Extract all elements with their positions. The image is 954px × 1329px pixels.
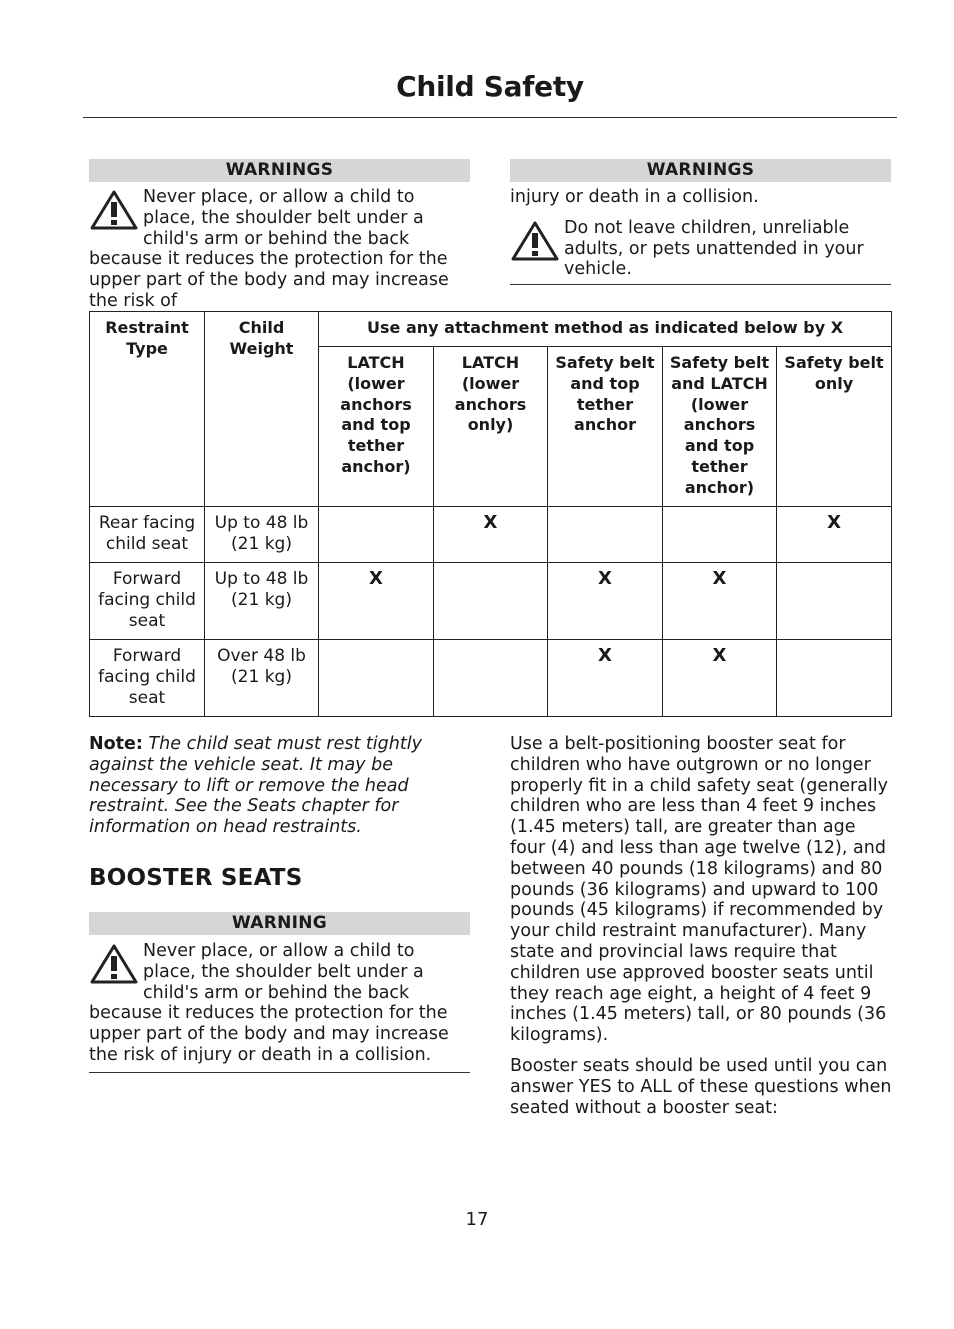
attachment-method-table [89, 311, 892, 717]
cell-mark [777, 563, 892, 640]
note [89, 734, 470, 838]
cell-mark [319, 507, 434, 563]
cell-mark [434, 563, 548, 640]
header-method: Safety belt and LATCH (lower anchors and top tether anchor) [663, 347, 777, 507]
warnings-left [89, 159, 470, 312]
header-method: LATCH (lower anchors and top tether anchor) [319, 347, 434, 507]
cell-mark [777, 640, 892, 717]
warning-text: Never place, or allow a child to place, the shoulder belt under a child's arm or behind the back because it reduces the protection for the upper part of the body and may increase the risk of injury or death in a collision. [89, 940, 449, 1065]
cell-mark: X [777, 507, 892, 563]
warning-text: Never place, or allow a child to place, the shoulder belt under a child's arm or behind the back because it reduces the protection for the upper part of the body and may increase the risk of [89, 187, 449, 311]
header-child-weight: Child Weight [205, 312, 319, 507]
warning-text: Do not leave children, unreliable adults, or pets unattended in your vehicle. [564, 217, 864, 280]
cell-restraint-type: Rear facing child seat [90, 507, 205, 563]
page-title: Child Safety [396, 70, 584, 103]
warnings-right [510, 159, 891, 285]
header-method: LATCH (lower anchors only) [434, 347, 548, 507]
table-row [90, 640, 892, 717]
table-row [90, 563, 892, 640]
page-number: 17 [465, 1209, 489, 1230]
cell-mark: X [434, 507, 548, 563]
warning-heading: WARNING [89, 912, 470, 935]
warnings-heading: WARNINGS [89, 159, 470, 182]
cell-mark [319, 640, 434, 717]
warning-triangle-icon [89, 189, 139, 231]
left-column-bottom [89, 734, 470, 1073]
right-column-bottom [510, 734, 894, 1118]
warning-end-rule [89, 1072, 470, 1073]
header-restraint-type: Restraint Type [90, 312, 205, 507]
cell-restraint-type: Forward facing child seat [90, 563, 205, 640]
section-title-booster-seats: BOOSTER SEATS [89, 864, 303, 891]
cell-mark: X [663, 640, 777, 717]
cell-mark: X [663, 563, 777, 640]
warning-end-rule [510, 284, 891, 285]
cell-child-weight: Up to 48 lb (21 kg) [205, 563, 319, 640]
header-method: Safety belt only [777, 347, 892, 507]
cell-child-weight: Up to 48 lb (21 kg) [205, 507, 319, 563]
cell-child-weight: Over 48 lb (21 kg) [205, 640, 319, 717]
cell-mark: X [548, 640, 663, 717]
cell-mark: X [319, 563, 434, 640]
warning-triangle-icon [510, 220, 560, 262]
cell-mark [434, 640, 548, 717]
warnings-heading: WARNINGS [510, 159, 891, 182]
note-label: Note: [89, 734, 143, 754]
cell-mark [548, 507, 663, 563]
header-attachment-group: Use any attachment method as indicated below by X [319, 312, 892, 347]
cell-mark [663, 507, 777, 563]
header-method: Safety belt and top tether anchor [548, 347, 663, 507]
booster-paragraph: Use a belt-positioning booster seat for children who have outgrown or no longer properly fit in a child safety seat (generally children who are less than 4 feet 9 inches (1.45 meters) tall, are greater than age four (4) and less than age twelve (12), and between 40 pounds (18 kilograms) and 80 pounds (36 kilograms) and upward to 100 pounds (45 kilograms) if recommended by your child restraint manufacturer). Many state and provincial laws require that children use approved booster seats until they reach age eight, a height of 4 feet 9 inches (1.45 meters) tall, or 80 pounds (36 kilograms). [510, 734, 888, 1046]
cell-restraint-type: Forward facing child seat [90, 640, 205, 717]
warning-triangle-icon [89, 943, 139, 985]
note-text: The child seat must rest tightly against the vehicle seat. It may be necessary to lift or remove the head restraint. See the Seats chapter for information on head restraints. [89, 734, 422, 838]
table-row [90, 507, 892, 563]
cell-mark: X [548, 563, 663, 640]
warning-continuation: injury or death in a collision. [510, 187, 759, 207]
booster-paragraph: Booster seats should be used until you can answer YES to ALL of these questions when seated without a booster seat: [510, 1055, 892, 1118]
title-divider [83, 117, 897, 118]
